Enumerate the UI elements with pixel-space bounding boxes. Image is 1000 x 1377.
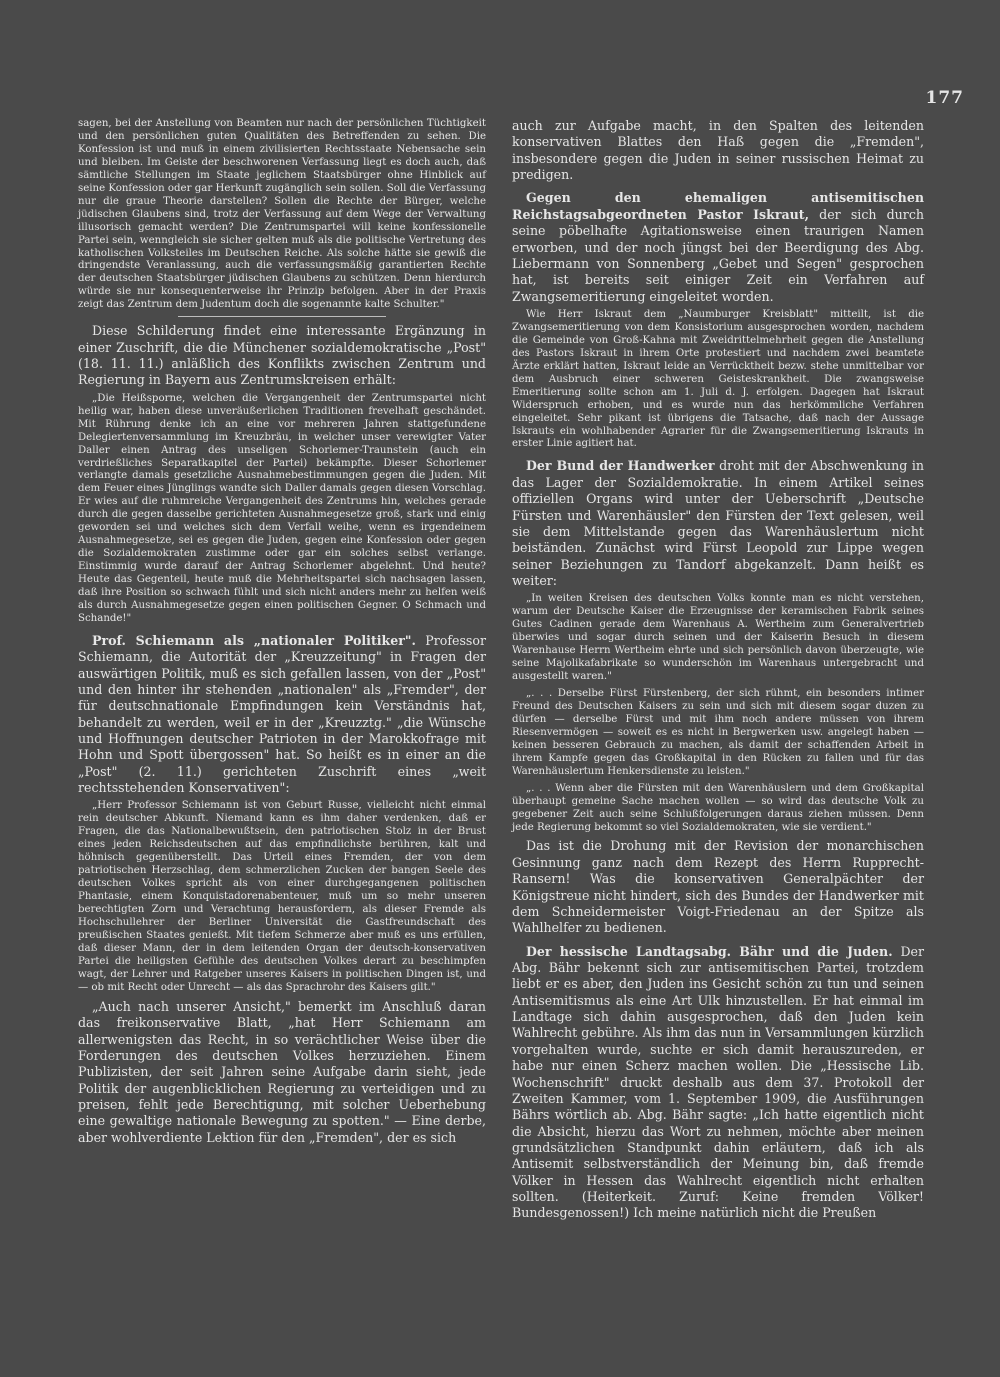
article-text: der sich durch seine pöbelhafte Agitationsweise einen traurigen Namen erworben, und der noch jüngst bei der Beerdigung des Abg. Liebermann von Sonnenberg „Gebet und Segen" gesprochen hat, ist bereits seit einiger Zeit ein Verfahren auf Zwangsemeritierung eingeleitet worden. (512, 206, 924, 304)
quote-paragraph: „. . . Wenn aber die Fürsten mit den Warenhäuslern und dem Großkapital überhaupt gemeine Sache machen wollen — so wird das deutsche Volk zu gegebener Zeit auch seine Schlußfolgerungen daraus ziehen müssen. Denn jede Regierung bekommt so viel Sozialdemokraten, wie sie verdient." (512, 782, 924, 833)
paragraph: Das ist die Drohung mit der Revision der monarchischen Gesinnung ganz nach dem Rezept des Herrn Rupprecht-Ransern! Was die konservativen Generalpächter der Königstreue nicht hindert, sich des Bundes der Handwerker mit dem Schneidermeister Voigt-Friedenau an der Spitze als Wahlhelfer zu bedienen. (512, 838, 924, 936)
divider (178, 316, 386, 317)
paragraph: sagen, bei der Anstellung von Beamten nur nach der persönlichen Tüchtigkeit und den persönlichen guten Qualitäten des Betreffenden zu sehen. Die Konfession ist und muß in einem zivilisierten Rechtsstaate Nebensache sein und bleiben. Im Geiste der beschworenen Verfassung liegt es doch auch, daß sämtliche Stellungen im Staate jeglichem Staatsbürger ohne Hinblick auf seine Konfession oder gar Herkunft zugänglich sein sollen. Soll die Verfassung nur die graue Theorie darstellen? Sollen die Rechte der Bürger, welche jüdischen Glaubens sind, trotz der Verfassung auf dem Wege der Verwaltung illusorisch gemacht werden? Die Zentrumspartei will keine konfessionelle Partei sein, wenngleich sie sicher gelten muß als die politische Vertretung des katholischen Volksteiles im Deutschen Reiche. Als solche hätte sie gewiß die dringendste Veranlassung, auch die verfassungsmäßig garantierten Rechte der deutschen Staatsbürger jüdischen Glaubens zu schützen. Denn hierdurch würde sie nur konsequenterweise ihr Prinzip befolgen. Aber in der Praxis zeigt das Zentrum dem Judentum doch die sogenannte kalte Schulter." (78, 118, 486, 311)
left-column (78, 118, 486, 1150)
quote-paragraph: „Die Heißsporne, welchen die Vergangenheit der Zentrumspartei nicht heilig war, haben diese unveräußerlichen Traditionen frevelhaft geschändet. Mit Rührung denke ich an eine vor mehreren Jahren stattgefundene Delegiertenversammlung im Kreuzbräu, in welcher unser verewigter Vater Daller einen Antrag des unseligen Schorlemer-Traunstein (auch ein verdrießliches Separatkapitel der Partei) bekämpfte. Dieser Schorlemer verlangte damals gesetzliche Ausnahmebestimmungen gegen die Juden. Mit dem Feuer eines Jünglings wandte sich Daller damals gegen diesen Vorschlag. Er wies auf die ruhmreiche Vergangenheit des Zentrums hin, welches gerade durch die gegen dasselbe gerichteten Ausnahmegesetze groß, stark und einig geworden sei und welches sich dem Verfall weihe, wenn es irgendeinem Ausnahmegesetze, sei es gegen die Juden, gegen eine Konfession oder gegen die Sozialdemokraten zustimme oder gar ein solches selbst verlange. Einstimmig wurde darauf der Antrag Schorlemer abgelehnt. Und heute? Heute das Gegenteil, heute muß die Mehrheitspartei sich nachsagen lassen, daß ihre Position so schwach fühlt und sich nicht anders mehr zu helfen weiß als durch Ausnahmegesetze gegen einen politischen Gegner. O Schmach und Schande!" (78, 392, 486, 624)
article-heading: Prof. Schiemann als „nationaler Politiker". (92, 632, 416, 648)
article-text: Professor Schiemann, die Autorität der „Kreuzzeitung" in Fragen der auswärtigen Politik, muß es sich gefallen lassen, von der „Post" und den hinter ihr stehenden „nationalen" als „Fremder", der für deutschnationale Empfindungen kein Verständnis hat, behandelt zu werden, weil er in der „Kreuzztg." „die Wünsche und Hoffnungen deutscher Patrioten in der Marokkofrage mit Hohn und Spott übergossen" hat. So heißt es in einer an die „Post" (2. 11.) gerichteten Zuschrift eines „weit rechtsstehenden Konservativen": (78, 632, 486, 796)
quote-paragraph: „Herr Professor Schiemann ist von Geburt Russe, vielleicht nicht einmal rein deutscher Abkunft. Niemand kann es ihm daher verdenken, daß er Fragen, die das Nationalbewußtsein, den patriotischen Stolz in der Brust eines jeden Reichsdeutschen auf das empfindlichste berühren, kalt und höhnisch gegenüberstellt. Das Urteil eines Fremden, der von dem patriotischen Herzschlag, dem schmerzlichen Zucken der bangen Seele des deutschen Volkes spricht als von einer durchgegangenen politischen Phantasie, einem Konquistadorenabenteuer, muß um so mehr unseren berechtigten Zorn und Verachtung herausfordern, als dieser Fremde als Hochschullehrer der Berliner Universität die Gastfreundschaft des preußischen Staates genießt. Mit tiefem Schmerze aber muß es uns erfüllen, daß dieser Mann, der in dem leitenden Organ der deutsch-konservativen Partei die heiligsten Gefühle des deutschen Volkes derart zu beschimpfen wagt, der Lehrer und Ratgeber unseres Kaisers in politischen Dingen ist, und — ob mit Recht oder Unrecht — als das Sprachrohr des Kaisers gilt." (78, 800, 486, 993)
page-number: 177 (925, 88, 964, 108)
quote-paragraph: „In weiten Kreisen des deutschen Volks konnte man es nicht verstehen, warum der Deutsche Kaiser die Erzeugnisse der keramischen Fabrik seines Gutes Cadinen gerade dem Warenhaus A. Wertheim zum Generalvertrieb überwies und sogar durch seinen und der Kaiserin Besuch in diesem Warenhause Herrn Wertheim ehrte und sich persönlich davon überzeugte, wie seine Majolikafabrikate so wunderschön im Warenhaus untergebracht und ausgestellt waren." (512, 593, 924, 683)
paragraph: auch zur Aufgabe macht, in den Spalten des leitenden konservativen Blattes den Haß gegen die „Fremden", insbesondere gegen die Juden in seiner russischen Heimat zu predigen. (512, 118, 924, 183)
paragraph: „Auch nach unserer Ansicht," bemerkt im Anschluß daran das freikonservative Blatt, „hat Herr Schiemann am allerwenigsten das Recht, in so verächtlicher Weise über die Forderungen des deutschen Volkes herzuziehen. Einem Publizisten, der seit Jahren seine Aufgabe darin sieht, jede Politik der augenblicklichen Regierung zu verteidigen und zu preisen, fehlt jede Berechtigung, mit solcher Ueberhebung eine gewaltige nationale Bewegung zu spotten." — Eine derbe, aber wohlverdiente Lektion für den „Fremden", der es sich (78, 998, 486, 1145)
article-paragraph (512, 190, 924, 305)
article-text: Der Abg. Bähr bekennt sich zur antisemitischen Partei, trotzdem liebt er es aber, den Juden ins Gesicht schön zu tun und seinen Antisemitismus als eine Art Ulk hinzustellen. Er hat einmal im Landtage sich dahin ausgesprochen, daß den Juden kein Wahlrecht gebühre. Als ihm das nun in Versammlungen kürzlich vorgehalten wurde, suchte er sich damit herauszureden, er habe nur einen Scherz machen wollen. Die „Hessische Lib. Wochenschrift" druckt deshalb aus dem 37. Protokoll der Zweiten Kammer, vom 1. September 1909, die Ausführungen Bährs wörtlich ab. Abg. Bähr sagte: „Ich hatte eigentlich nicht die Absicht, hierzu das Wort zu nehmen, möchte aber meinen grundsätzlichen Standpunkt dahin erläutern, daß ich als Antisemit selbstverständlich der Meinung bin, daß fremde Völker in Hessen das Wahlrecht eigentlich nicht erhalten sollten. (Heiterkeit. Zuruf: Keine fremden Völker! Bundesgenossen!) Ich meine natürlich nicht die Preußen (512, 943, 925, 1221)
article-paragraph (512, 458, 924, 589)
right-column (512, 118, 924, 1226)
article-heading: Gegen den ehemaligen antisemitischen Reichstagsabgeordneten Pastor Iskraut, (512, 190, 924, 222)
paragraph: Diese Schilderung findet eine interessante Ergänzung in einer Zuschrift, die die Münchener sozialdemokratische „Post" (18. 11. 11.) anläßlich des Konflikts zwischen Zentrum und Regierung in Bayern aus Zentrumskreisen erhält: (78, 323, 486, 388)
article-paragraph (512, 944, 924, 1222)
quote-paragraph: „. . . Derselbe Fürst Fürstenberg, der sich rühmt, ein besonders intimer Freund des Deutschen Kaisers zu sein und sich mit diesem sogar duzen zu dürfen — derselbe Fürst und mit ihm noch andere müssen von ihrem Riesenvermögen — soweit es es nicht in Bergwerken usw. angelegt haben — keinen besseren Gebrauch zu machen, als damit der schaffenden Arbeit in ihrem Kampfe gegen das Großkapital in den Rücken zu fallen und für das Warenhäuslertum Henkersdienste zu leisten." (512, 687, 924, 777)
article-paragraph (78, 633, 486, 797)
article-text: droht mit der Abschwenkung in das Lager der Sozialdemokratie. In einem Artikel seines offiziellen Organs wird unter der Ueberschrift „Deutsche Fürsten und Warenhäusler" den Fürsten der Text gelesen, weil sie dem Mittelstande gegen das Warenhäuslertum nicht beiständen. Zunächst wird Fürst Leopold zur Lippe wegen seiner Beziehungen zu Tandorf abgekanzelt. Dann heißt es weiter: (512, 458, 924, 588)
paragraph: Wie Herr Iskraut dem „Naumburger Kreisblatt" mitteilt, ist die Zwangsemeritierung von dem Konsistorium ausgesprochen worden, nachdem die Gemeinde von Groß-Kahna mit Zweidrittelmehrheit gegen die Anstellung des Pastors Iskraut in ihrem Orte protestiert und nachdem zwei beamtete Ärzte erklärt hatten, Iskraut leide an Verrücktheit bezw. stehe unmittelbar vor dem Ausbruch einer schweren Geisteskrankheit. Die zwangsweise Emeritierung sollte schon am 1. Juli d. J. erfolgen. Dagegen hat Iskraut Widerspruch erhoben, und es wurde nun das herkömmliche Verfahren eingeleitet. Sehr pikant ist übrigens die Tatsache, daß nach der Aussage Iskrauts ein wohlhabender Agrarier für die Zwangsemeritierung Iskrauts in erster Linie agitiert hat. (512, 308, 924, 450)
article-heading: Der Bund der Handwerker (526, 458, 715, 474)
article-heading: Der hessische Landtagsabg. Bähr und die Juden. (526, 943, 893, 959)
